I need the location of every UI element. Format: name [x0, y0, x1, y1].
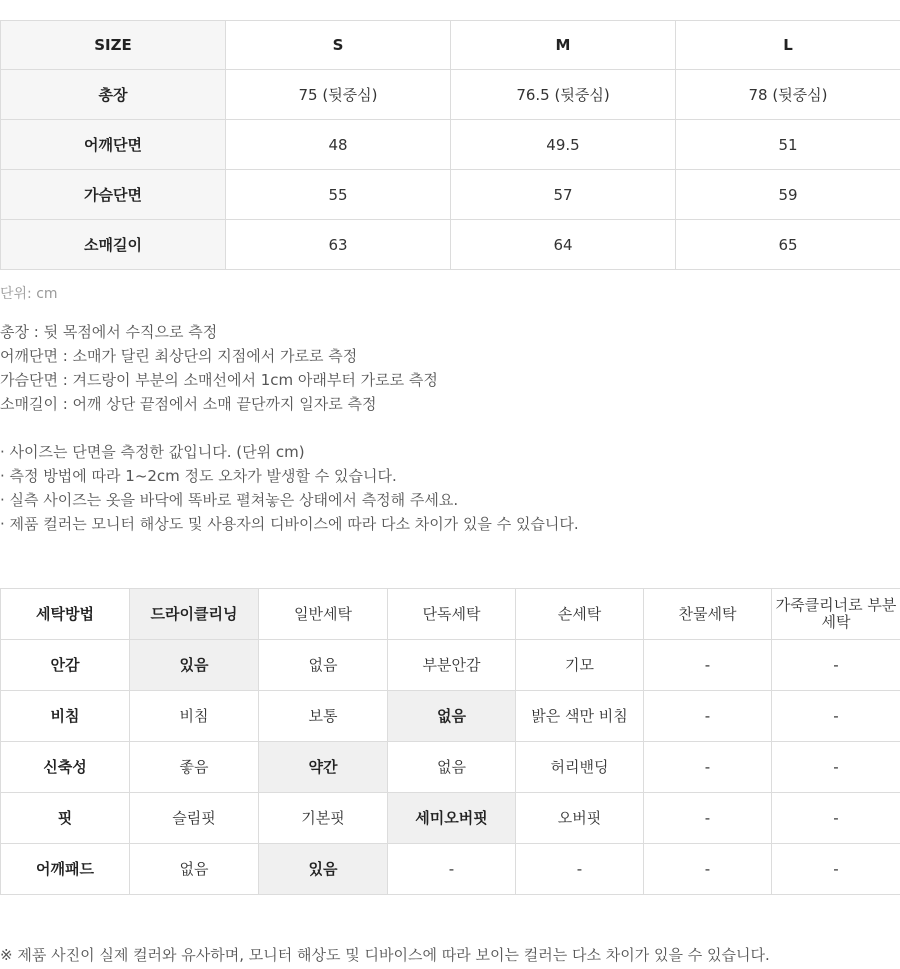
size-notes: [0, 440, 579, 536]
care-cell: 가죽클리너로 부분세탁: [772, 589, 900, 640]
care-cell: 있음: [259, 844, 388, 895]
size-table: [0, 20, 900, 270]
measure-line: 어깨단면 : 소매가 달린 최상단의 지점에서 가로로 측정: [0, 347, 358, 365]
size-row-label: 어깨단면: [1, 120, 226, 170]
care-cell: 좋음: [130, 742, 259, 793]
care-cell: 기모: [516, 640, 644, 691]
measurement-methods: [0, 320, 438, 416]
size-header-row: [1, 21, 900, 70]
care-row-label: 세탁방법: [1, 589, 130, 640]
care-cell: 없음: [388, 742, 516, 793]
size-cell: 49.5: [451, 120, 676, 170]
care-cell: 있음: [130, 640, 259, 691]
care-cell: 기본핏: [259, 793, 388, 844]
size-row-label: 총장: [1, 70, 226, 120]
care-cell: -: [644, 691, 772, 742]
size-row: [1, 70, 900, 120]
size-row-label: 소매길이: [1, 220, 226, 270]
care-row: [1, 742, 900, 793]
footer-note: ※ 제품 사진이 실제 컬러와 유사하며, 모니터 해상도 및 디바이스에 따라 보이는 컬러는 다소 차이가 있을 수 있습니다.: [0, 946, 770, 964]
size-header-cell: M: [451, 21, 676, 70]
care-cell: 약간: [259, 742, 388, 793]
care-row-label: 신축성: [1, 742, 130, 793]
care-cell: -: [516, 844, 644, 895]
care-cell: 없음: [259, 640, 388, 691]
size-cell: 51: [676, 120, 900, 170]
size-cell: 65: [676, 220, 900, 270]
note-line: · 실측 사이즈는 옷을 바닥에 똑바로 펼쳐놓은 상태에서 측정해 주세요.: [0, 491, 459, 509]
size-header-cell: L: [676, 21, 900, 70]
care-cell: -: [772, 793, 900, 844]
care-cell: -: [772, 742, 900, 793]
care-cell: 부분안감: [388, 640, 516, 691]
size-cell: 57: [451, 170, 676, 220]
care-cell: 찬물세탁: [644, 589, 772, 640]
care-cell: 밝은 색만 비침: [516, 691, 644, 742]
care-cell: -: [644, 640, 772, 691]
size-header-cell: SIZE: [1, 21, 226, 70]
care-cell: -: [388, 844, 516, 895]
care-cell: 일반세탁: [259, 589, 388, 640]
care-cell: 단독세탁: [388, 589, 516, 640]
note-line: · 측정 방법에 따라 1~2cm 정도 오차가 발생할 수 있습니다.: [0, 467, 397, 485]
size-row: [1, 170, 900, 220]
care-cell: -: [772, 691, 900, 742]
care-row-label: 어깨패드: [1, 844, 130, 895]
care-cell: 비침: [130, 691, 259, 742]
care-row: [1, 793, 900, 844]
care-cell: -: [644, 742, 772, 793]
size-header-cell: S: [226, 21, 451, 70]
size-cell: 76.5 (뒷중심): [451, 70, 676, 120]
care-cell: 없음: [388, 691, 516, 742]
measure-line: 총장 : 뒷 목점에서 수직으로 측정: [0, 323, 218, 341]
size-cell: 64: [451, 220, 676, 270]
care-table: [0, 588, 900, 895]
care-cell: 허리밴딩: [516, 742, 644, 793]
care-cell: -: [644, 793, 772, 844]
care-cell: 손세탁: [516, 589, 644, 640]
care-cell: 오버핏: [516, 793, 644, 844]
care-row: [1, 589, 900, 640]
size-row-label: 가슴단면: [1, 170, 226, 220]
measure-line: 가슴단면 : 겨드랑이 부분의 소매선에서 1cm 아래부터 가로로 측정: [0, 371, 438, 389]
care-cell: 없음: [130, 844, 259, 895]
size-row: [1, 120, 900, 170]
note-line: · 사이즈는 단면을 측정한 값입니다. (단위 cm): [0, 443, 305, 461]
care-row: [1, 844, 900, 895]
size-cell: 55: [226, 170, 451, 220]
care-row-label: 핏: [1, 793, 130, 844]
size-cell: 63: [226, 220, 451, 270]
size-cell: 48: [226, 120, 451, 170]
measure-line: 소매길이 : 어깨 상단 끝점에서 소매 끝단까지 일자로 측정: [0, 395, 377, 413]
care-row: [1, 640, 900, 691]
care-cell: -: [772, 640, 900, 691]
care-row-label: 안감: [1, 640, 130, 691]
care-cell: 드라이클리닝: [130, 589, 259, 640]
care-cell: 보통: [259, 691, 388, 742]
size-cell: 59: [676, 170, 900, 220]
care-cell: -: [644, 844, 772, 895]
size-cell: 75 (뒷중심): [226, 70, 451, 120]
note-line: · 제품 컬러는 모니터 해상도 및 사용자의 디바이스에 따라 다소 차이가 있을 수 있습니다.: [0, 515, 579, 533]
care-cell: 세미오버핏: [388, 793, 516, 844]
care-row-label: 비침: [1, 691, 130, 742]
unit-note: 단위: cm: [0, 286, 58, 302]
care-cell: -: [772, 844, 900, 895]
care-row: [1, 691, 900, 742]
care-cell: 슬림핏: [130, 793, 259, 844]
size-cell: 78 (뒷중심): [676, 70, 900, 120]
size-row: [1, 220, 900, 270]
